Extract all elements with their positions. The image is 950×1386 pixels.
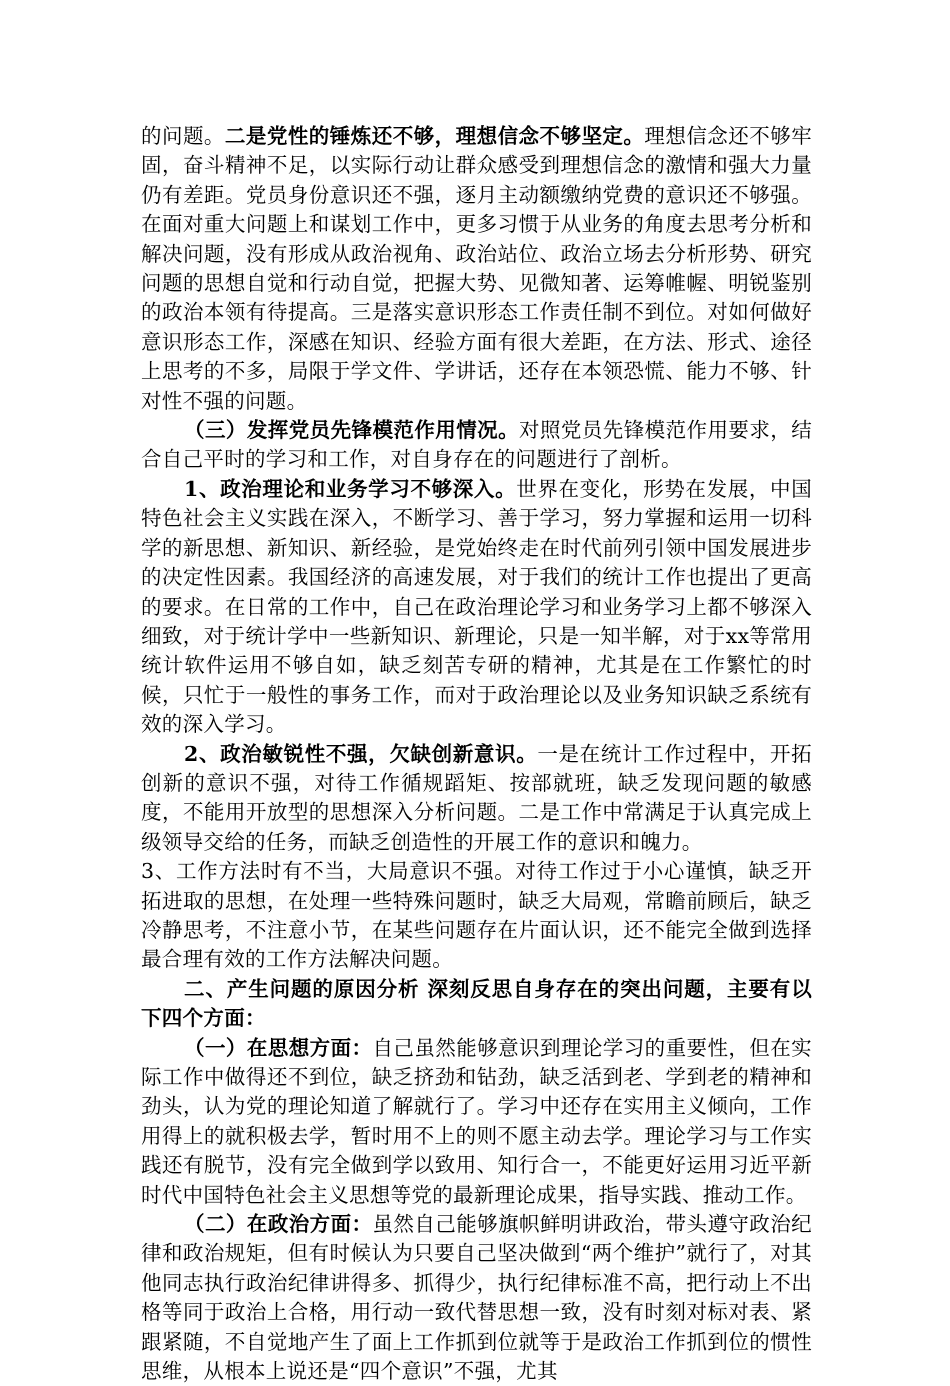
- paragraph-lead-text: 的问题。: [141, 124, 225, 148]
- paragraph-vanguard-role: [141, 416, 812, 475]
- paragraph-heading: （三）发挥党员先锋模范作用情况。: [184, 418, 520, 443]
- document-page: [141, 122, 812, 1386]
- paragraph-heading: 二是党性的锤炼还不够，理想信念不够坚定。: [224, 124, 645, 148]
- paragraph-work-methods: [141, 857, 812, 975]
- paragraph-body: 世界在变化，形势在发展，中国特色社会主义实践在深入，不断学习、善于学习，努力掌握和运用一切科学的新思想、新知识、新经验，是党始终走在时代前列引领中国发展进步的决定性因素。我国经济的高速发展，对于我们的统计工作也提出了更高的要求。在日常的工作中，自己在政治理论学习和业务学习上都不够深入细致，对于统计学中一些新知识、新理论，只是一知半解，对于xx等常用统计软件运用不够自如，缺乏刻苦专研的精神，尤其是在工作繁忙的时候，只忙于一般性的事务工作，而对于政治理论以及业务知识缺乏系统有效的深入学习。: [141, 476, 812, 737]
- paragraph-body: 3、工作方法时有不当，大局意识不强。对待工作过于小心谨慎，缺乏开拓进取的思想，在处理一些特殊问题时，缺乏大局观，常瞻前顾后，缺乏冷静思考，不注意小节，在某些问题存在片面认识，还不能完全做到选择最合理有效的工作方法解决问题。: [141, 859, 812, 972]
- paragraph-body: 一是在统计工作过程中，开拓创新的意识不强，对待工作循规蹈矩、按部就班，缺乏发现问题的敏感度，不能用开放型的思想深入分析问题。二是工作中常满足于认真完成上级领导交给的任务，而缺乏创造性的开展工作的意识和魄力。: [141, 741, 812, 854]
- paragraph-body: 自己虽然能够意识到理论学习的重要性，但在实际工作中做得还不到位，缺乏挤劲和钻劲，缺乏活到老、学到老的精神和劲头，认为党的理论知道了解就行了。学习中还存在实用主义倾向，工作用得上的就积极去学，暂时用不上的则不愿主动去学。理论学习与工作实践还有脱节，没有完全做到学以致用、知行合一，不能更好运用习近平新时代中国特色社会主义思想等党的最新理论成果，指导实践、推动工作。: [141, 1035, 812, 1207]
- paragraph-body: 对照党员先锋模范作用要求，结合自己平时的学习和工作，对自身存在的问题进行了剖析。: [141, 418, 812, 472]
- paragraph-heading: 二、产生问题的原因分析 深刻反思自身存在的突出问题，主要有以下四个方面：: [141, 976, 812, 1031]
- paragraph-ideals: [141, 122, 812, 416]
- paragraph-thinking-aspect: [141, 1034, 812, 1210]
- paragraph-theory-study: [141, 475, 812, 740]
- paragraph-heading: 1、政治理论和业务学习不够深入。: [184, 476, 517, 501]
- paragraph-heading: （二）在政治方面：: [184, 1212, 373, 1237]
- section-heading-cause-analysis: [141, 975, 812, 1034]
- paragraph-heading: （一）在思想方面：: [184, 1035, 373, 1060]
- paragraph-heading: 2、政治敏锐性不强，欠缺创新意识。: [184, 741, 538, 766]
- paragraph-political-aspect: [141, 1210, 812, 1386]
- paragraph-political-sensitivity: [141, 740, 812, 858]
- paragraph-body: 理想信念还不够牢固，奋斗精神不足，以实际行动让群众感受到理想信念的激情和强大力量仍有差距。党员身份意识还不强，逐月主动额缴纳党费的意识还不够强。在面对重大问题上和谋划工作中，更多习惯于从业务的角度去思考分析和解决问题，没有形成从政治视角、政治站位、政治立场去分析形势、研究问题的思想自觉和行动自觉，把握大势、见微知著、运筹帷幄、明锐鉴别的政治本领有待提高。三是落实意识形态工作责任制不到位。对如何做好意识形态工作，深感在知识、经验方面有很大差距，在方法、形式、途径上思考的不多，局限于学文件、学讲话，还存在本领恐慌、能力不够、针对性不强的问题。: [141, 124, 813, 413]
- paragraph-body: 虽然自己能够旗帜鲜明讲政治，带头遵守政治纪律和政治规矩，但有时候认为只要自己坚决做到“两个维护”就行了，对其他同志执行政治纪律讲得多、抓得少，执行纪律标准不高，把行动上不出格等同于政治上合格，用行动一致代替思想一致，没有时刻对标对表、紧跟紧随，不自觉地产生了面上工作抓到位就等于是政治工作抓到位的惯性思维，从根本上说还是“四个意识”不强，尤其: [141, 1212, 812, 1384]
